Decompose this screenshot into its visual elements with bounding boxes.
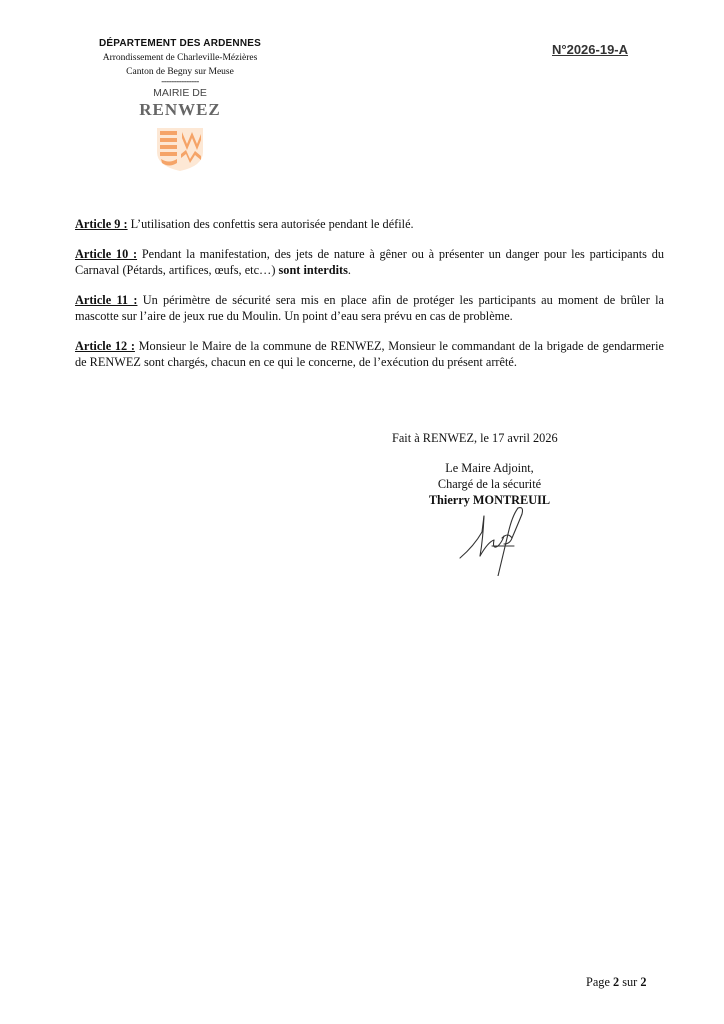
signer-role: Le Maire Adjoint, <box>445 461 534 475</box>
mairie-label: MAIRIE DE <box>153 87 207 99</box>
article-label: Article 9 : <box>75 217 128 231</box>
total-pages: 2 <box>640 975 647 989</box>
article-text: Un périmètre de sécurité sera mis en place afin de protéger les participants au moment de brûler la mascotte sur l’aire de jeux rue du Moulin. Un point d’eau sera prévu en cas de problème. <box>75 293 664 323</box>
canton: Canton de Begny sur Meuse <box>126 67 234 77</box>
current-page: 2 <box>612 975 620 989</box>
article-emphasis: sont interdits <box>278 263 348 277</box>
separator: --------------- <box>161 76 199 86</box>
signer-role-detail: Chargé de la sécurité <box>437 477 542 491</box>
article-label: Article 12 : <box>75 339 135 353</box>
article-text: L’utilisation des confettis sera autorisée pendant le défilé. <box>127 217 414 231</box>
article-paragraph <box>75 338 664 370</box>
handwritten-signature <box>452 494 532 576</box>
letterhead <box>60 38 300 172</box>
page-prefix: Page <box>586 975 613 989</box>
page-middle: sur <box>619 975 641 989</box>
article-paragraph <box>75 216 664 232</box>
page-number <box>586 975 646 990</box>
article-paragraph <box>75 246 664 278</box>
place-date: Fait à RENWEZ, le 17 avril 2026 <box>392 431 558 445</box>
article-tail: . <box>347 263 351 277</box>
article-text: Pendant la manifestation, des jets de nature à gêner ou à présenter un danger pour les participants du Carnaval (Pétards, artifices, œufs, etc…) <box>75 247 664 277</box>
article-label: Article 11 : <box>75 293 138 307</box>
article-label: Article 10 : <box>75 247 138 261</box>
town-name: RENWEZ <box>139 100 221 119</box>
articles-body <box>75 216 664 384</box>
town-crest-icon <box>155 126 205 172</box>
arrondissement: Arrondissement de Charleville-Mézières <box>102 53 258 63</box>
department-name: DÉPARTEMENT DES ARDENNES <box>98 38 262 49</box>
signer-name: Thierry MONTREUIL <box>428 493 551 507</box>
decree-reference: N°2026-19-A <box>552 42 629 57</box>
article-text: Monsieur le Maire de la commune de RENWEZ, Monsieur le commandant de la brigade de gendarmerie de RENWEZ sont chargés, chacun en ce qui le concerne, de l’exécution du présent arrêté. <box>75 339 664 369</box>
article-paragraph <box>75 292 664 324</box>
